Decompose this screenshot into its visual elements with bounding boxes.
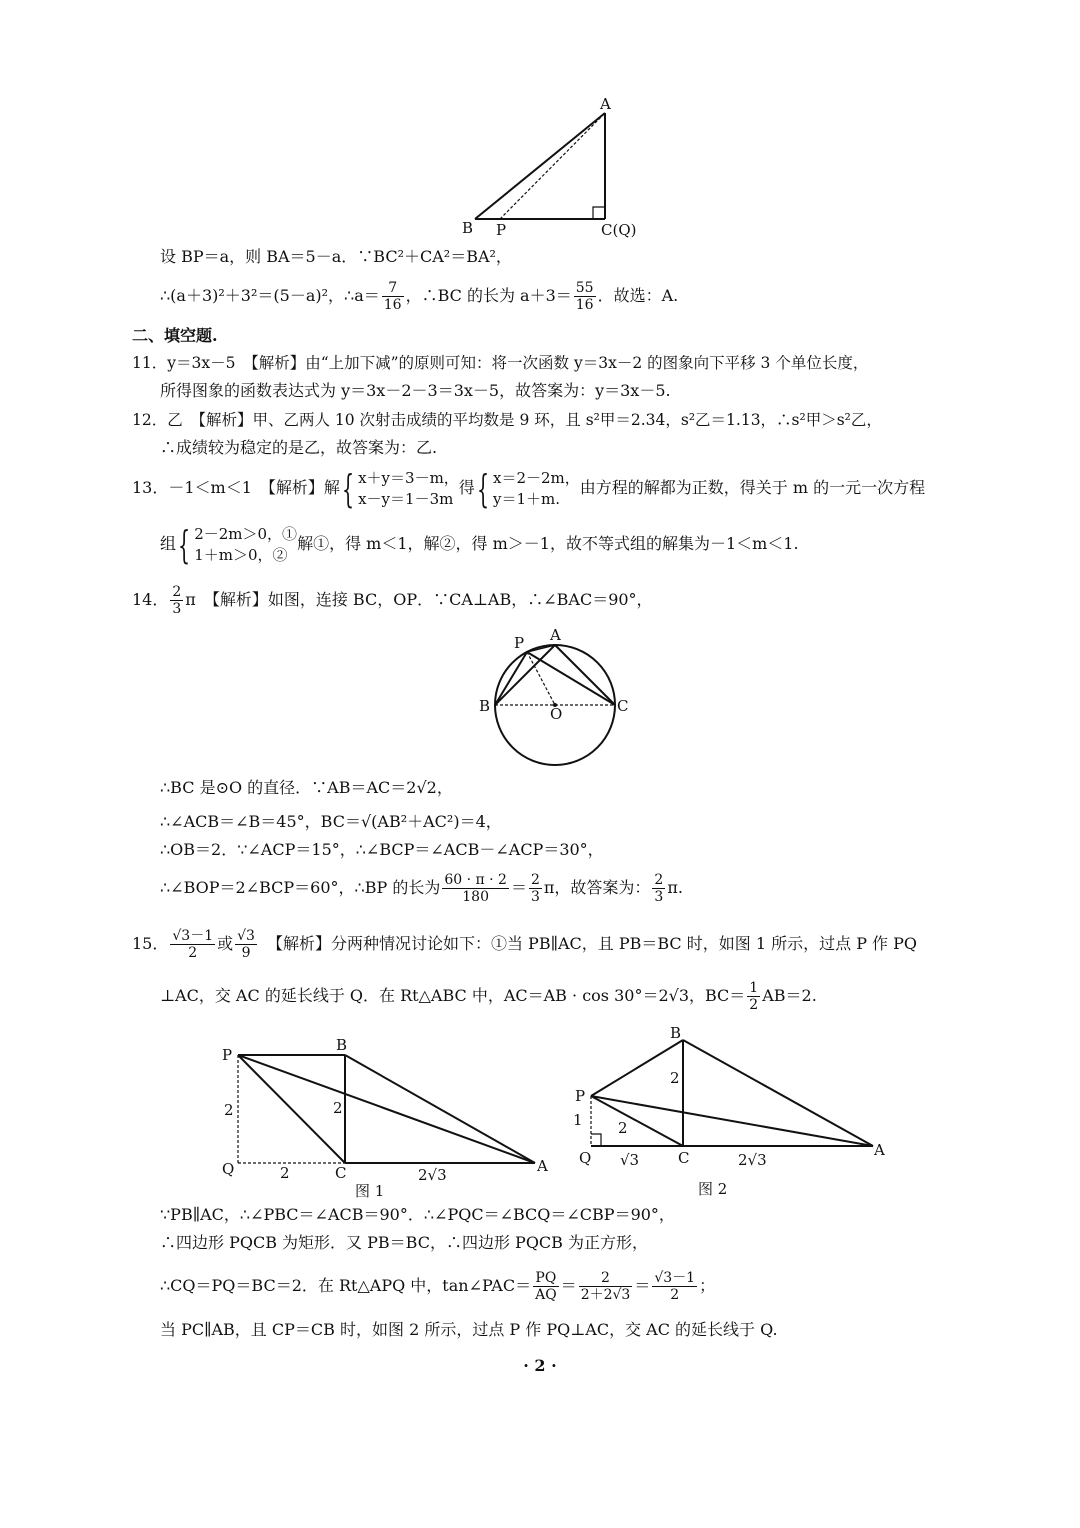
label-p: P [496,221,507,239]
q14-line3: ∴∠ACB＝∠B＝45°，BC＝√(AB²＋AC²)＝4， [160,812,502,831]
side-label: 2√3 [738,1151,767,1169]
q15-l2-part-b: AB＝2. [762,986,817,1005]
equals: ＝ [634,1276,651,1295]
q13-part-a: 13．－1＜m＜1 【解析】解 [132,478,340,497]
fraction: $\frac{PQ}{AQ}$ [535,1270,557,1303]
triangle-figure [440,95,660,240]
q13-part-e: 解①，得 m＜1，解②，得 m＞－1，故不等式组的解集为－1＜m＜1. [297,534,799,553]
brace: { [178,522,191,567]
circle-figure [470,620,640,770]
label-a: A [600,95,611,113]
equation-system-2: x＝2－2m， y＝1＋m. [493,468,580,508]
label-a: A [537,1157,548,1175]
q15-line2 [160,976,817,1016]
equals: ＝ [560,1276,577,1295]
q14-line2: ∴BC 是⊙O 的直径．∵AB＝AC＝2√2， [160,778,453,797]
side-label: 2√3 [418,1166,447,1184]
text-line1: 设 BP＝a，则 BA＝5－a．∵BC²＋CA²＝BA²， [160,247,512,266]
label-b: B [462,219,474,237]
q14-number: 14． [132,590,169,609]
page-number: · 2 · [523,1356,557,1375]
text-line2 [160,278,678,314]
fraction: $\frac{√3-1}{2}$ [654,1270,696,1303]
q11-line1: 11．y＝3x－5 【解析】由“上加下减”的原则可知：将一次函数 y＝3x－2 的图象向下平移 3 个单位长度， [132,354,869,372]
q14-l5-part-c: π，故答案为： [543,878,651,897]
q14-line1 [132,582,653,618]
label-q: Q [579,1149,592,1167]
q13-part-b: 得 [458,478,475,497]
side-label: √3 [620,1151,640,1169]
brace: { [476,466,489,511]
q13-part-d: 组 [160,534,177,553]
section-heading: 二、填空题. [132,326,218,345]
q12-line1: 12．乙 【解析】甲、乙两人 10 次射击成绩的平均数是 9 环，且 s²甲＝2.34，s²乙＝1.13，∴s²甲＞s²乙， [132,411,882,429]
q15-line4: ∴四边形 PQCB 为矩形．又 PB＝BC，∴四边形 PQCB 为正方形， [160,1233,649,1252]
brace: { [341,466,355,511]
label-b: B [670,1024,682,1042]
label-a: A [550,626,561,644]
equals: ＝ [510,878,527,897]
equation-system-1: x＋y＝3－m， x－y＝1－3m [358,468,459,508]
q14-l5-part-a: ∴∠BOP＝2∠BCP＝60°，∴BP 的长为 [160,878,441,897]
figure-caption: 图 2 [698,1180,728,1198]
q11-line2: 所得图象的函数表达式为 y＝3x－2－3＝3x－5，故答案为：y＝3x－5. [160,381,671,400]
label-b: B [336,1036,348,1054]
fraction: $\frac{55}{16}$ [575,280,594,313]
q14-line4: ∴OB＝2．∵∠ACP＝15°，∴∠BCP＝∠ACB－∠ACP＝30°， [160,840,604,859]
q15-line6: 当 PC∥AB，且 CP＝CB 时，如图 2 所示，过点 P 作 PQ⊥AC，交 AC 的延长线于 Q. [160,1320,778,1339]
q13-part-c: 由方程的解都为正数，得关于 m 的一元一次方程 [579,478,926,497]
figure-1 [215,1035,555,1205]
q15-number: 15． [132,934,169,953]
q14-part-a: π 【解析】如图，连接 BC，OP．∵CA⊥AB，∴∠BAC＝90°， [185,590,653,609]
label-p: P [222,1046,233,1064]
line2-part-c: ．故选：A. [597,286,679,305]
label-c: C [617,697,629,715]
figure-caption: 图 1 [355,1182,385,1200]
side-label: 2 [224,1101,234,1119]
label-p: P [514,634,525,652]
line2-part-a: ∴(a＋3)²＋3²＝(5－a)²，∴a＝ [160,286,380,305]
q15-line5 [160,1266,715,1306]
side-label: 1 [573,1111,583,1129]
label-q: Q [222,1160,235,1178]
inequality-system: 2－2m＞0，① 1＋m＞0，② [194,524,298,564]
label-c: C [335,1164,347,1182]
fraction: $\frac{1}{2}$ [749,980,759,1013]
q15-l5-part-d: ； [699,1276,716,1295]
q13-line2 [160,520,799,568]
fraction: $\frac{2}{2+2√3}$ [580,1270,631,1303]
side-label: 2 [333,1099,343,1117]
q13-line1 [132,464,925,512]
label-p: P [575,1087,586,1105]
q15-l5-part-a: ∴CQ＝PQ＝BC＝2．在 Rt△APQ 中，tan∠PAC＝ [160,1276,532,1295]
fraction: $\frac{√3-1}{2}$ [172,928,214,961]
label-c: C [678,1149,690,1167]
q15-line1 [132,924,917,964]
side-label: 2 [618,1119,628,1137]
line2-part-b: ，∴BC 的长为 a＋3＝ [405,286,572,305]
or-text: 或 [217,934,234,953]
q14-l5-part-d: π. [667,878,683,897]
q14-line5 [160,868,683,908]
side-label: 2 [670,1069,680,1087]
fraction: $\frac{√3}{9}$ [237,928,255,961]
side-label: 2 [280,1164,290,1182]
label-a: A [874,1141,885,1159]
q15-line3: ∵PB∥AC，∴∠PBC＝∠ACB＝90°．∴∠PQC＝∠BCQ＝∠CBP＝90°， [160,1205,675,1224]
q15-part-a: 【解析】分两种情况讨论如下：①当 PB∥AC，且 PB＝BC 时，如图 1 所示，过点 P 作 PQ [258,934,918,953]
label-b: B [479,697,491,715]
q15-l2-part-a: ⊥AC，交 AC 的延长线于 Q．在 Rt△ABC 中，AC＝AB · cos 30°＝2√3，BC＝ [160,986,746,1005]
fraction: $\frac{60 \cdot \pi \cdot 2}{180}$ [444,872,507,905]
fraction: $\frac{2}{3}$ [530,872,540,905]
fraction: $\frac{2}{3}$ [654,872,664,905]
fraction: $\frac{7}{16}$ [383,280,402,313]
figure-2 [570,1020,900,1205]
fraction: $\frac{2}{3}$ [172,584,182,617]
label-cq: C(Q) [601,221,637,239]
label-o: O [550,705,563,723]
q12-line2: ∴成绩较为稳定的是乙，故答案为：乙. [160,438,438,457]
